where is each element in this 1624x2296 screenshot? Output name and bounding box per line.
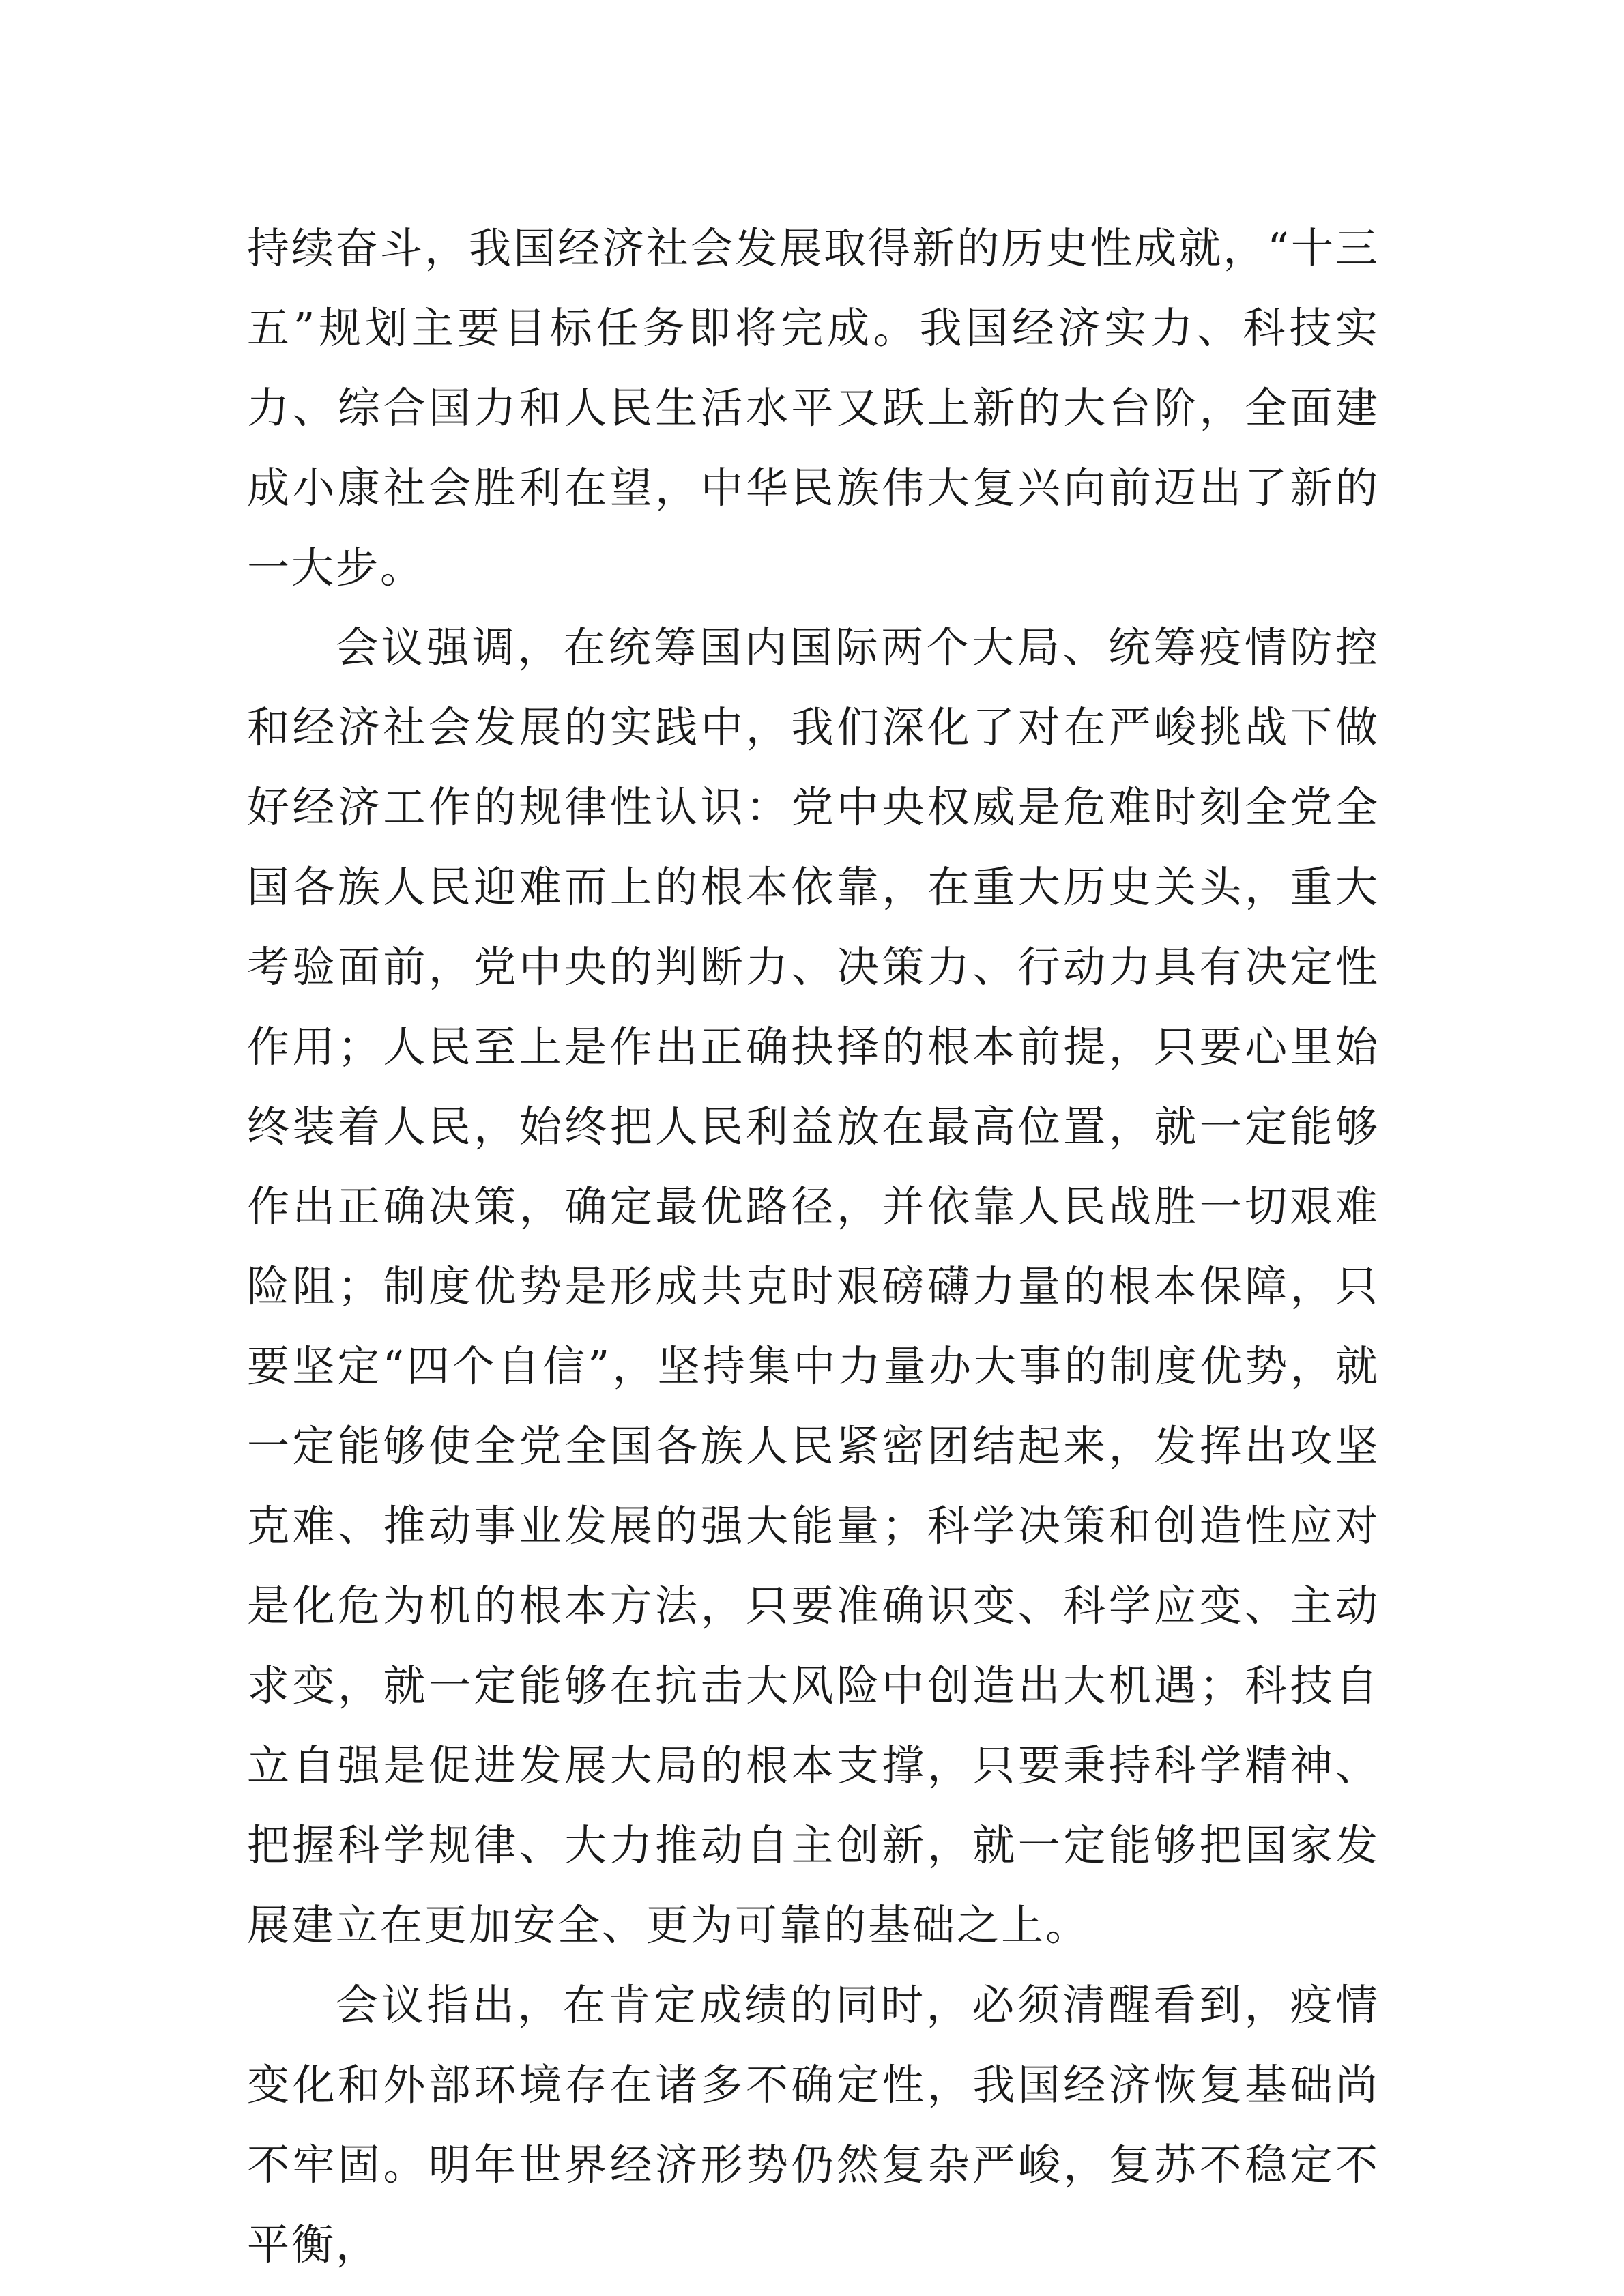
body-text [247,208,1380,2284]
paragraph-1: 持续奋斗，我国经济社会发展取得新的历史性成就，“十三五”规划主要目标任务即将完成。我国经济实力、科技实力、综合国力和人民生活水平又跃上新的大台阶，全面建成小康社会胜利在望，中华民族伟大复兴向前迈出了新的一大步。 [247,223,1380,592]
paragraph-2: 会议强调，在统筹国内国际两个大局、统筹疫情防控和经济社会发展的实践中，我们深化了对在严峻挑战下做好经济工作的规律性认识：党中央权威是危难时刻全党全国各族人民迎难而上的根本依靠，在重大历史关头，重大考验面前，党中央的判断力、决策力、行动力具有决定性作用；人民至上是作出正确抉择的根本前提，只要心里始终装着人民，始终把人民利益放在最高位置，就一定能够作出正确决策，确定最优路径，并依靠人民战胜一切艰难险阻；制度优势是形成共克时艰磅礴力量的根本保障，只要坚定“四个自信”，坚持集中力量办大事的制度优势，就一定能够使全党全国各族人民紧密团结起来，发挥出攻坚克难、推动事业发展的强大能量；科学决策和创造性应对是化危为机的根本方法，只要准确识变、科学应变、主动求变，就一定能够在抗击大风险中创造出大机遇；科技自立自强是促进发展大局的根本支撑，只要秉持科学精神、把握科学规律、大力推动自主创新，就一定能够把国家发展建立在更加安全、更为可靠的基础之上。 [247,622,1380,1950]
paragraph-3: 会议指出，在肯定成绩的同时，必须清醒看到，疫情变化和外部环境存在诸多不确定性，我国经济恢复基础尚不牢固。明年世界经济形势仍然复杂严峻，复苏不稳定不平衡， [247,1980,1380,2269]
